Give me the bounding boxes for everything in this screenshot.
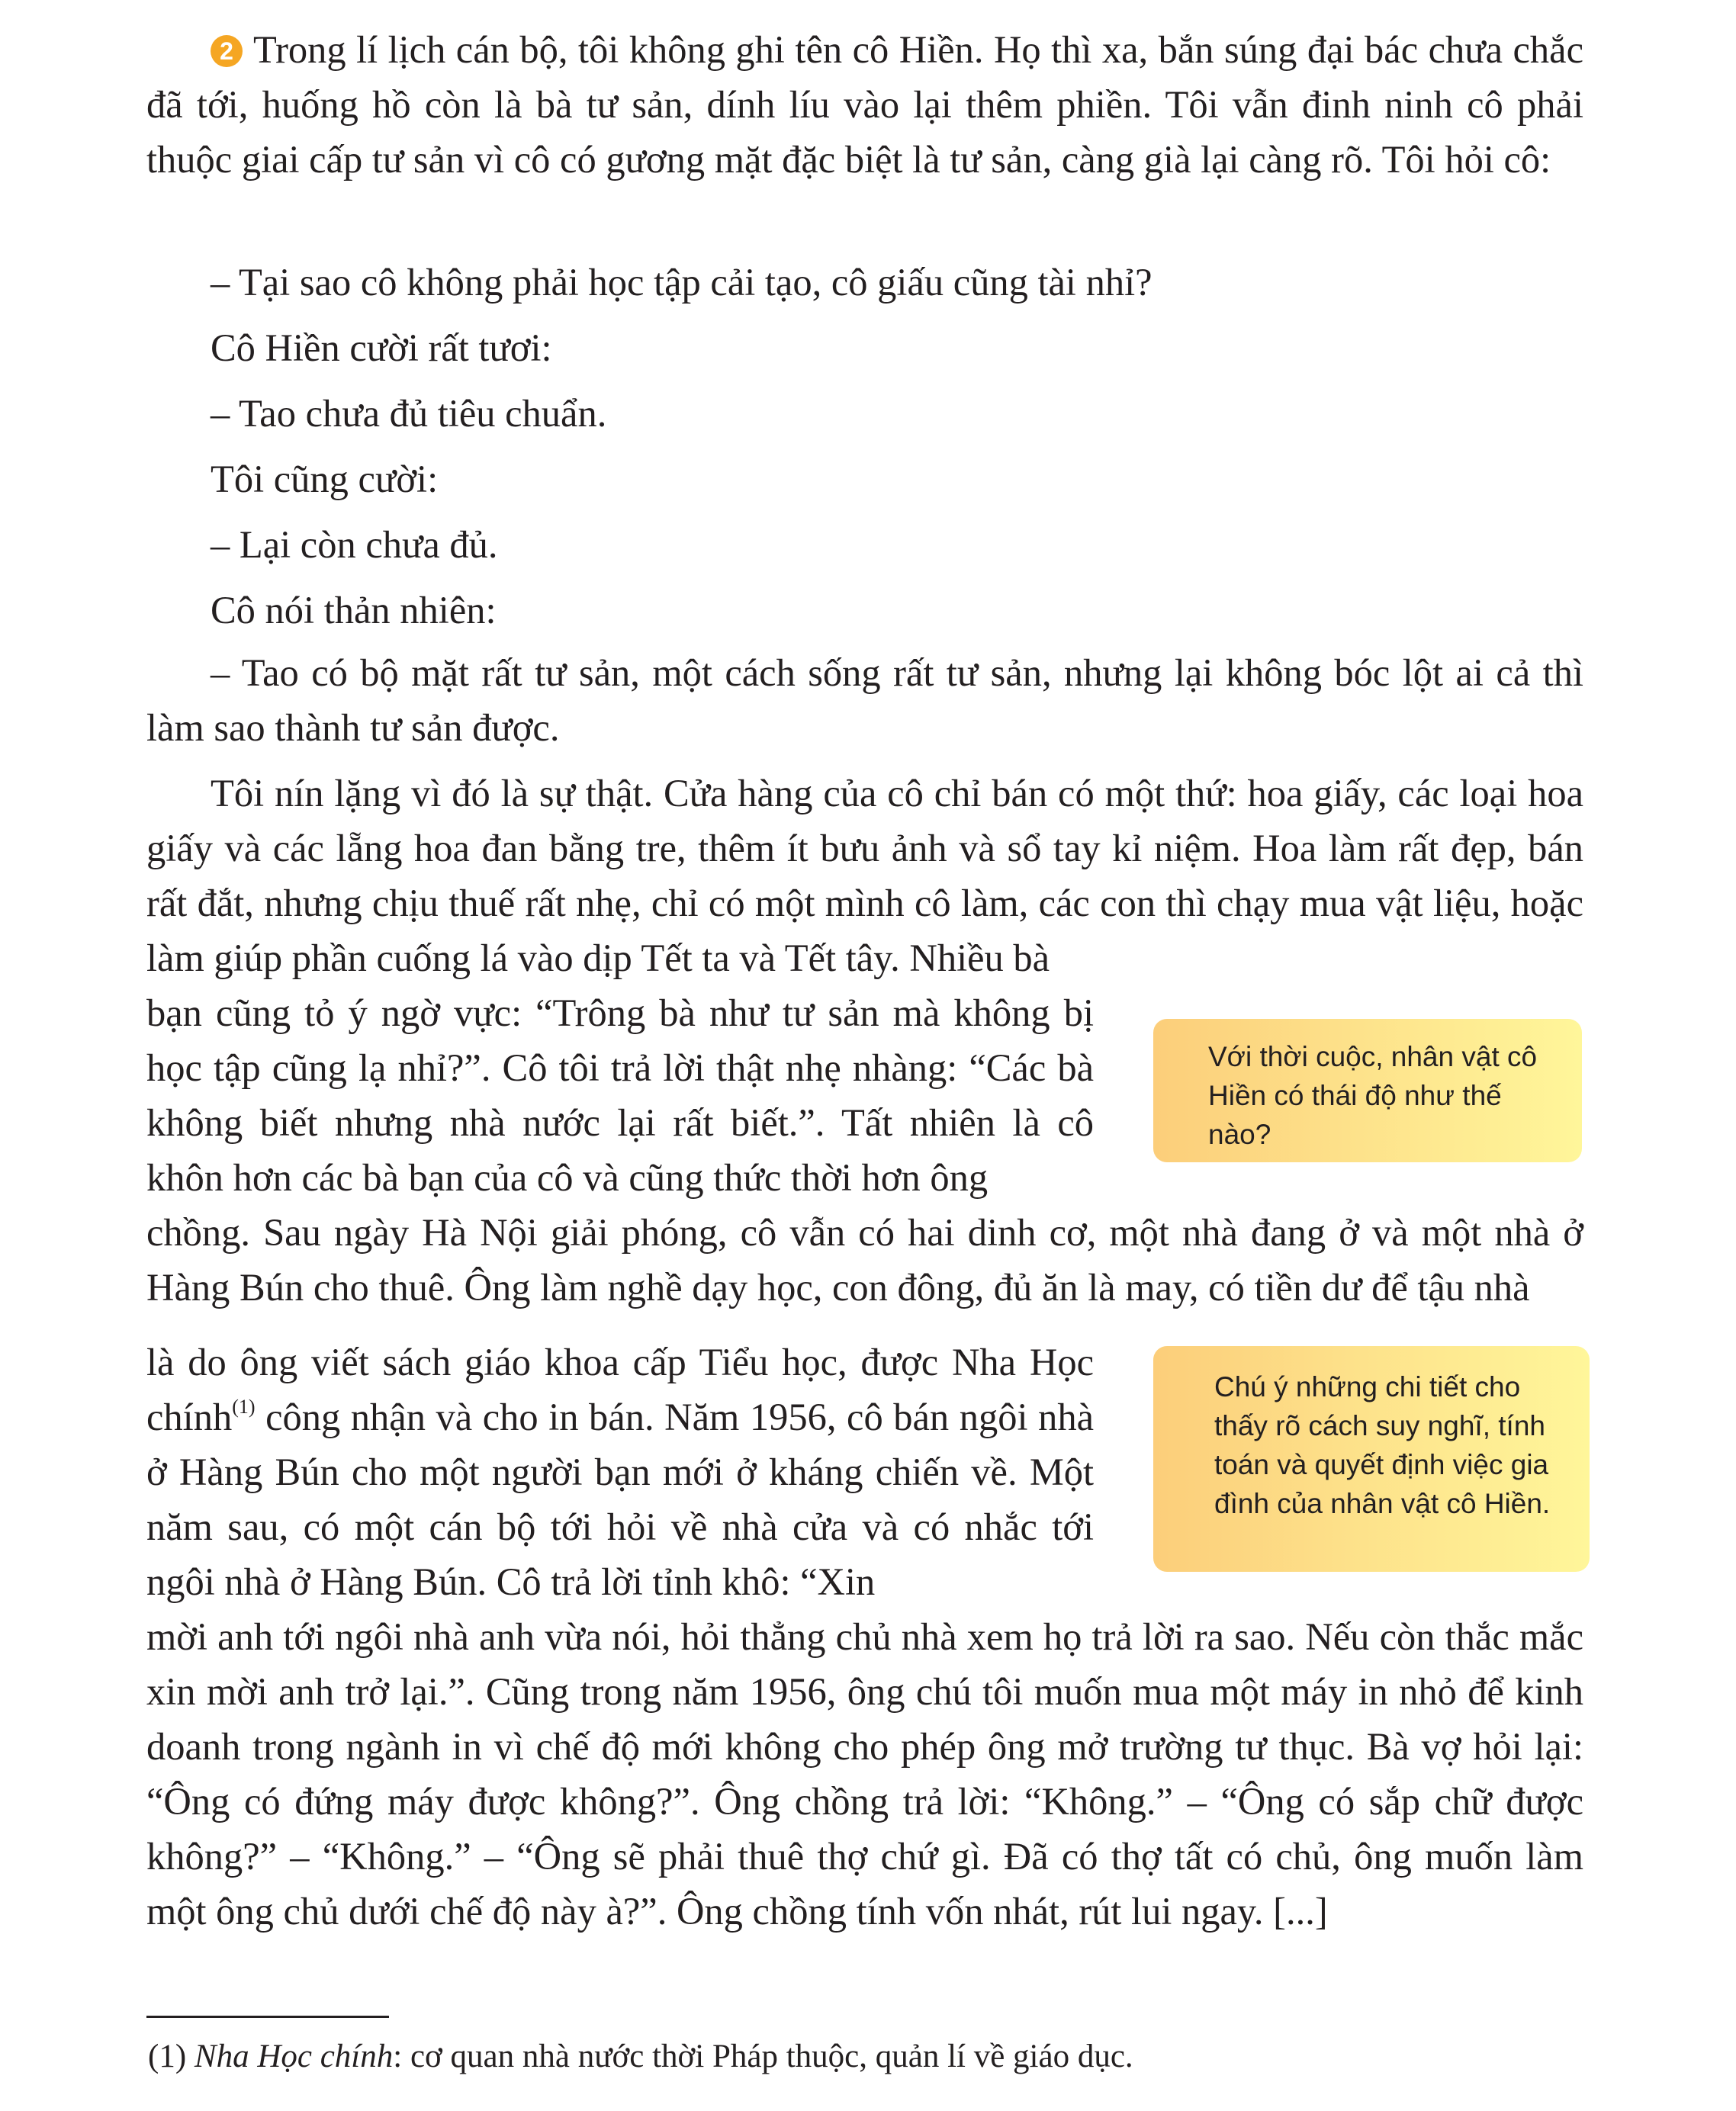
guide-question-note-2 [1153,1346,1590,1572]
dialogue-line-1: – Tại sao cô không phải học tập cải tạo, cô giấu cũng tài nhỉ? [211,261,1153,304]
paragraph-1-text: Trong lí lịch cán bộ, tôi không ghi tên cô Hiền. Họ thì xa, bắn súng đại bác chưa chắc đã tới, huống hồ còn là bà tư sản, dính líu vào lại thêm phiền. Tôi vẫn đinh ninh cô phải thuộc giai cấp tư sản vì cô có gương mặt đặc biệt là tư sản, càng già lại càng rõ. Tôi hỏi cô: [146,28,1583,181]
paragraph-3-wrap-2 [146,1335,1094,1609]
paragraph-3-wrap-1: bạn cũng tỏ ý ngờ vực: “Trông bà như tư sản mà không bị học tập cũng lạ nhỉ?”. Cô tôi trả lời thật nhẹ nhàng: “Các bà không biết nhưng nhà nước lại rất biết.”. Tất nhiên là cô khôn hơn các bà bạn của cô và cũng thức thời hơn ông [146,991,1094,1199]
wrap-2-text-a: là do ông viết sách giáo khoa cấp Tiểu học, được Nha Học chính [146,1341,1094,1438]
wrap-2-text-b: công nhận và cho in bán. Năm 1956, cô bán ngôi nhà ở Hàng Bún cho một người bạn mới ở kháng chiến về. Một năm sau, có một cán bộ tới hỏi về nhà cửa và có nhắc tới ngôi nhà ở Hàng Bún. Cô trả lời tỉnh khô: “Xin [146,1396,1094,1603]
section-number-badge: 2 [211,35,243,67]
footnote-term: Nha Học chính [194,2039,394,2074]
dialogue-line-6: Cô nói thản nhiên: [211,589,497,631]
paragraph-1 [146,22,1583,187]
dialogue-line-3: – Tao chưa đủ tiêu chuẩn. [211,392,607,435]
paragraph-3-top: Tôi nín lặng vì đó là sự thật. Cửa hàng của cô chỉ bán có một thứ: hoa giấy, các loại hoa giấy và các lẵng hoa đan bằng tre, thêm ít bưu ảnh và sổ tay kỉ niệm. Hoa làm rất đẹp, bán rất đắt, nhưng chịu thuế rất nhẹ, chỉ có một mình cô làm, các con thì chạy mua vật liệu, hoặc làm giúp phần cuống lá vào dịp Tết ta và Tết tây. Nhiều bà [146,772,1583,979]
footnote-number: (1) [148,2039,187,2074]
note-1-text: Với thời cuộc, nhân vật cô Hiền có thái độ như thế nào? [1208,1041,1538,1150]
footnote-definition: : cơ quan nhà nước thời Pháp thuộc, quản lí về giáo dục. [393,2039,1133,2074]
paragraph-3-mid: chồng. Sau ngày Hà Nội giải phóng, cô vẫn có hai dinh cơ, một nhà đang ở và một nhà ở Hàng Bún cho thuê. Ông làm nghề dạy học, con đông, đủ ăn là may, có tiền dư để tậu nhà [146,1211,1583,1309]
note-2-text: Chú ý những chi tiết cho thấy rõ cách suy nghĩ, tính toán và quyết định việc gia đình của nhân vật cô Hiền. [1214,1371,1551,1519]
dialogue-line-2: Cô Hiền cười rất tươi: [211,326,552,369]
footnote-divider [146,2016,389,2018]
footnote-reference: (1) [232,1396,256,1418]
paragraph-3-bottom: mời anh tới ngôi nhà anh vừa nói, hỏi thẳng chủ nhà xem họ trả lời ra sao. Nếu còn thắc mắc xin mời anh trở lại.”. Cũng trong năm 1956, ông chú tôi muốn mua một máy in nhỏ để kinh doanh trong ngành in vì chế độ mới không cho phép ông mở trường tư thục. Bà vợ hỏi lại: “Ông có đứng máy được không?”. Ông chồng trả lời: “Không.” – “Ông có sắp chữ được không?” – “Không.” – “Ông sẽ phải thuê thợ chứ gì. Đã có thợ tất có chủ, ông muốn làm một ông chủ dưới chế độ này à?”. Ông chồng tính vốn nhát, rút lui ngay. [...] [146,1615,1583,1933]
dialogue-line-7: – Tao có bộ mặt rất tư sản, một cách sống rất tư sản, nhưng lại không bóc lột ai cả thì làm sao thành tư sản được. [146,651,1583,749]
guide-question-note-1 [1153,1019,1582,1162]
dialogue-line-4: Tôi cũng cười: [211,458,439,500]
footnote [148,2035,1582,2079]
dialogue-line-5: – Lại còn chưa đủ. [211,523,498,566]
